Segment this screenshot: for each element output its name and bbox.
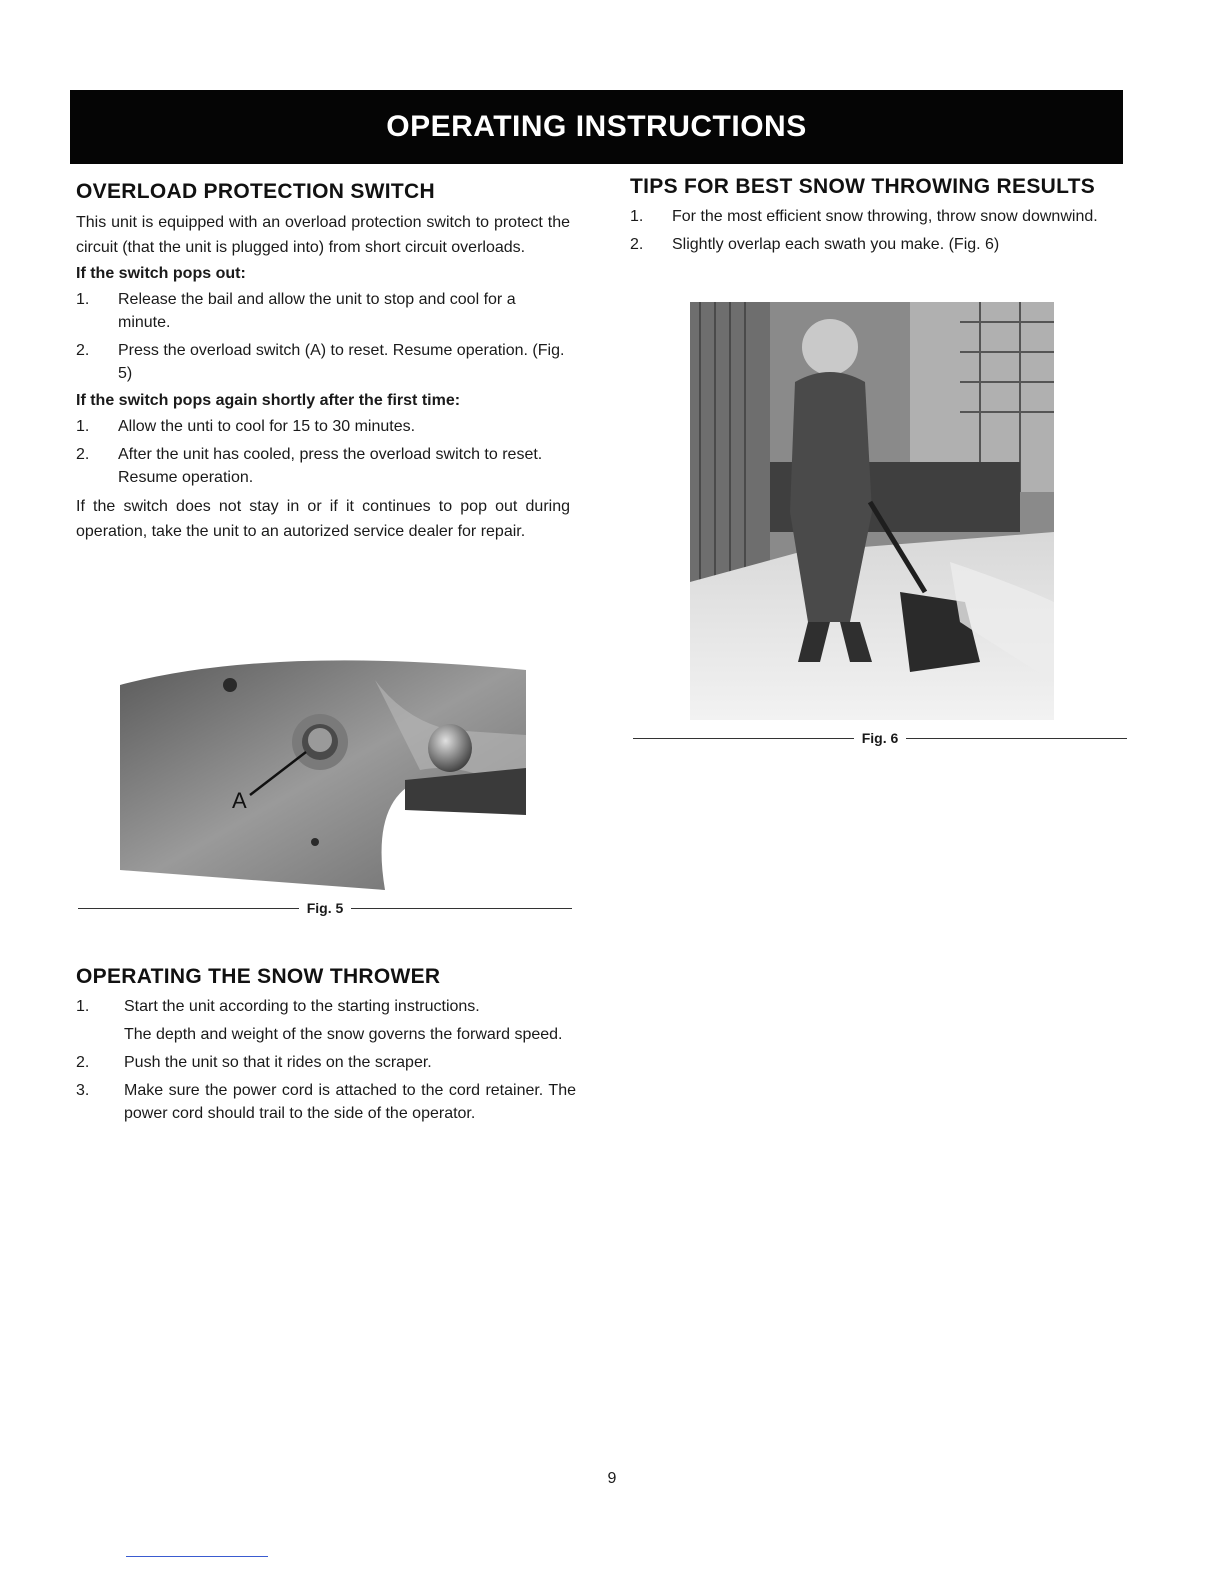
step-text: Allow the unti to cool for 15 to 30 minutes.	[118, 418, 416, 435]
fig5-label-a: A	[232, 788, 247, 813]
overload-steps-1	[76, 288, 570, 385]
overload-section	[76, 180, 570, 544]
operating-heading: OPERATING THE SNOW THROWER	[76, 965, 441, 988]
step-number: 1.	[630, 208, 644, 225]
overload-switch-illustration	[120, 650, 526, 890]
fig6-image	[690, 302, 1054, 720]
list-item	[76, 288, 570, 334]
caption-rule	[633, 738, 854, 739]
step-text: Slightly overlap each swath you make. (Fig. 6)	[672, 236, 1000, 253]
list-item	[76, 995, 576, 1046]
page-number: 9	[607, 1470, 617, 1487]
overload-steps-2	[76, 415, 570, 489]
list-item	[630, 205, 1124, 228]
list-item	[76, 1079, 576, 1125]
fig5-caption-row	[78, 900, 572, 916]
step-number: 2.	[76, 446, 90, 463]
fig5-caption: Fig. 5	[306, 900, 344, 916]
caption-rule	[78, 908, 299, 909]
bottom-rule	[126, 1556, 268, 1557]
list-item	[76, 415, 570, 438]
step-number: 2.	[76, 1054, 90, 1071]
fig6-caption: Fig. 6	[861, 730, 899, 746]
tips-heading: TIPS FOR BEST SNOW THROWING RESULTS	[630, 175, 1096, 198]
step-number: 2.	[76, 342, 90, 359]
operating-section	[76, 965, 576, 1130]
fig5-image	[120, 650, 526, 890]
overload-subheading-1: If the switch pops out:	[76, 265, 246, 282]
step-number: 3.	[76, 1082, 90, 1099]
banner-title: OPERATING INSTRUCTIONS	[386, 110, 807, 143]
step-text: Push the unit so that it rides on the scraper.	[124, 1054, 432, 1071]
step-number: 1.	[76, 998, 90, 1015]
step-body	[124, 995, 576, 1046]
overload-heading: OVERLOAD PROTECTION SWITCH	[76, 180, 435, 203]
tips-steps	[630, 205, 1124, 256]
section-banner	[70, 90, 1123, 164]
step-text: Start the unit according to the starting instructions.	[124, 998, 480, 1015]
list-item	[76, 339, 570, 385]
caption-rule	[906, 738, 1127, 739]
overload-intro: This unit is equipped with an overload protection switch to protect the circuit (that the unit is plugged into) from short circuit overloads.	[76, 214, 570, 256]
step-text: For the most efficient snow throwing, throw snow downwind.	[672, 208, 1098, 225]
step-number: 1.	[76, 291, 90, 308]
list-item	[76, 443, 570, 489]
step-text: Make sure the power cord is attached to the cord retainer. The power cord should trail to the side of the operator.	[124, 1082, 576, 1122]
step-number: 2.	[630, 236, 644, 253]
list-item	[76, 1051, 576, 1074]
list-item	[630, 233, 1124, 256]
step-text: Press the overload switch (A) to reset. Resume operation. (Fig. 5)	[118, 342, 565, 382]
snow-thrower-photo	[690, 302, 1054, 720]
step-text: After the unit has cooled, press the overload switch to reset. Resume operation.	[118, 446, 543, 486]
step-text: Release the bail and allow the unit to stop and cool for a minute.	[118, 291, 516, 331]
overload-subheading-2: If the switch pops again shortly after the first time:	[76, 392, 461, 409]
caption-rule	[351, 908, 572, 909]
fig6-caption-row	[633, 730, 1127, 746]
step-extra-text: The depth and weight of the snow governs the forward speed.	[124, 1026, 563, 1043]
operating-steps	[76, 995, 576, 1125]
step-number: 1.	[76, 418, 90, 435]
overload-outro: If the switch does not stay in or if it continues to pop out during operation, take the unit to an autorized service dealer for repair.	[76, 498, 570, 540]
tips-section	[630, 175, 1124, 261]
